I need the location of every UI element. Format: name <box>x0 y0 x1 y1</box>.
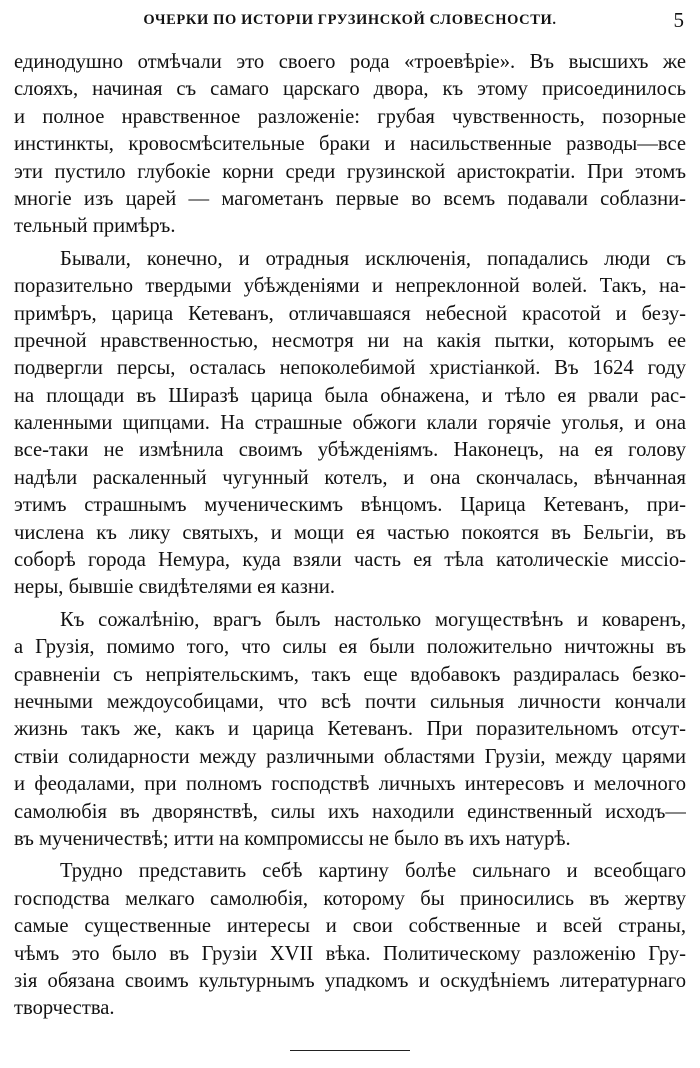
text-line: самые существенные интересы и свои собственные и всей страны, <box>14 915 686 938</box>
text-line: числена къ лику святыхъ, и мощи ея частью покоятся въ Бельгіи, въ <box>14 521 686 544</box>
text-line: надѣли раскаленный чугунный котелъ, и она скончалась, вѣнчанная <box>14 466 686 489</box>
text-line: и феодалами, при полномъ господствѣ личныхъ интересовъ и мелочного <box>14 773 686 796</box>
text-line: нечными междоусобицами, что всѣ почти сильныя личности кончали <box>14 690 686 713</box>
text-line: примѣръ, царица Кетеванъ, отличавшаяся небесной красотой и безу- <box>14 302 686 325</box>
text-line: жизнь такъ же, какъ и царица Кетеванъ. При поразительномъ отсут- <box>14 718 686 741</box>
text-line: Трудно представить себѣ картину болѣе сильнаго и всеобщаго <box>60 860 686 883</box>
text-line: этимъ страшнымъ мученическимъ вѣнцомъ. Царица Кетеванъ, при- <box>14 494 686 517</box>
text-line: инстинкты, кровосмѣсительные браки и насильственные разводы—все <box>14 133 686 156</box>
text-line: каленными щипцами. На страшные обжоги клали горячіе уголья, и она <box>14 412 686 435</box>
text-line: и полное нравственное разложеніе: грубая чувственность, позорные <box>14 105 686 128</box>
text-line: Къ сожалѣнію, врагъ былъ настолько могуществѣнъ и коваренъ, <box>60 608 686 631</box>
text-line: зія обязана своимъ культурнымъ упадкомъ и оскудѣніемъ литературнаго <box>14 969 686 992</box>
text-line: Бывали, конечно, и отрадныя исключенія, попадались люди съ <box>60 247 686 270</box>
text-line: неры, бывшіе свидѣтелями ея казни. <box>14 576 336 599</box>
text-line: ствіи солидарности между различными областями Грузіи, между царями <box>14 745 686 768</box>
paragraph <box>14 246 686 602</box>
paragraph <box>14 607 686 854</box>
text-line: подвергли персы, осталась непоколебимой христіанкой. Въ 1624 году <box>14 357 686 380</box>
text-line: многіе изъ царей — магометанъ первые во всемъ подавали соблазни- <box>14 187 686 210</box>
running-title: ОЧЕРКИ ПО ИСТОРІИ ГРУЗИНСКОЙ СЛОВЕСНОСТИ. <box>143 12 557 28</box>
end-rule <box>290 1050 410 1051</box>
text-line: единодушно отмѣчали это своего рода «троевѣріе». Въ высшихъ же <box>14 51 686 73</box>
text-line: въ мученичествѣ; итти на компромиссы не было въ ихъ натурѣ. <box>14 827 571 850</box>
text-line: пречной нравственностью, несмотря ни на какія пытки, которымъ ее <box>14 329 686 352</box>
text-line: соборѣ города Немура, куда взяли часть ея тѣла католическіе миссіо- <box>14 549 686 572</box>
page-number: 5 <box>673 8 684 32</box>
text-line: все-таки не измѣнила своимъ убѣжденіямъ. Наконецъ, на ея голову <box>14 439 686 462</box>
body-text <box>14 49 686 1028</box>
text-line: поразительно твердыми убѣжденіями и непреклонной волей. Такъ, на- <box>14 275 686 298</box>
text-line: чѣмъ это было въ Грузіи XVII вѣка. Политическому разложенію Гру- <box>14 942 686 965</box>
paragraph <box>14 49 686 241</box>
text-line: самолюбія въ дворянствѣ, силы ихъ находили единственный исходъ— <box>14 800 686 823</box>
text-line: на площади въ Ширазѣ царица была обнажена, и тѣло ея рвали рас- <box>14 384 686 407</box>
text-line: эти пустило глубокіе корни среди грузинской аристократіи. При этомъ <box>14 160 686 183</box>
text-line: господства мелкаго самолюбія, которому бы приносились въ жертву <box>14 887 686 910</box>
text-line: тельный примѣръ. <box>14 215 176 238</box>
text-line: творчества. <box>14 997 115 1020</box>
paragraph <box>14 858 686 1022</box>
text-line: сравненіи съ непріятельскимъ, такъ еще вдобавокъ раздиралась безко- <box>14 663 686 686</box>
running-head <box>14 8 686 38</box>
text-line: а Грузія, помимо того, что силы ея были положительно ничтожны въ <box>14 636 686 659</box>
text-line: слояхъ, начиная съ самаго царскаго двора, къ этому присоединилось <box>14 78 686 101</box>
